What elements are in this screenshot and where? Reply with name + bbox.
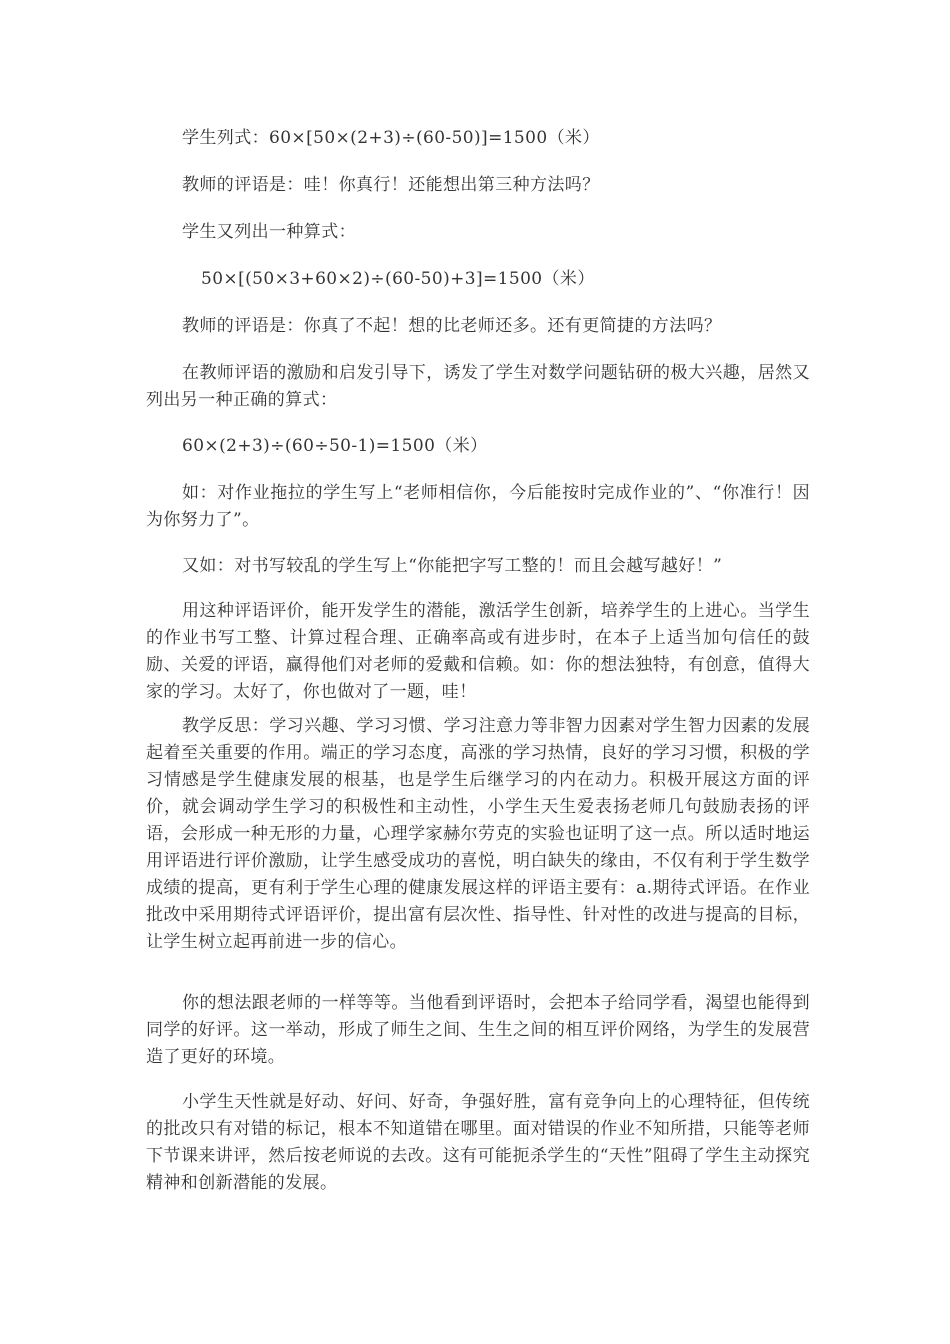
formula: 50×[(50×3+60×2)÷(60-50)+3]=1500（米） bbox=[201, 269, 595, 289]
paragraph: 学生列式：60×[50×(2+3)÷(60-50)]=1500（米） bbox=[182, 128, 600, 148]
paragraph: 在教师评语的激励和启发引导下，诱发了学生对数学问题钻研的极大兴趣，居然又列出另一种正确的算式： bbox=[146, 363, 810, 410]
paragraph: 如：对作业拖拉的学生写上“老师相信你，今后能按时完成作业的”、“你准行！因为你努力了”。 bbox=[146, 483, 810, 530]
paragraph: 教师的评语是：哇！你真行！还能想出第三种方法吗？ bbox=[182, 175, 600, 195]
paragraph: 你的想法跟老师的一样等等。当他看到评语时，会把本子给同学看，渴望也能得到同学的好评。这一举动，形成了师生之间、生生之间的相互评价网络，为学生的发展营造了更好的环境。 bbox=[146, 993, 810, 1067]
formula: 60×(2+3)÷(60÷50-1)=1500（米） bbox=[182, 436, 488, 456]
paragraph: 用这种评语评价，能开发学生的潜能，激活学生创新，培养学生的上进心。当学生的作业书写工整、计算过程合理、正确率高或有进步时，在本子上适当加句信任的鼓励、关爱的评语，赢得他们对老师的爱戴和信赖。如：你的想法独特，有创意，值得大家的学习。太好了，你也做对了一题，哇！ bbox=[146, 601, 810, 702]
paragraph: 学生又列出一种算式： bbox=[182, 222, 356, 242]
paragraph: 教师的评语是：你真了不起！想的比老师还多。还有更简捷的方法吗？ bbox=[182, 316, 722, 336]
paragraph: 又如：对书写较乱的学生写上“你能把字写工整的！而且会越写越好！” bbox=[182, 556, 723, 576]
paragraph: 教学反思：学习兴趣、学习习惯、学习注意力等非智力因素对学生智力因素的发展起着至关重要的作用。端正的学习态度，高涨的学习热情，良好的学习习惯，积极的学习情感是学生健康发展的根基，也是学生后继学习的内在动力。积极开展这方面的评价，就会调动学生学习的积极性和主动性，小学生天生爱表扬老师几句鼓励表扬的评语，会形成一种无形的力量，心理学家赫尔劳克的实验也证明了这一点。所以适时地运用评语进行评价激励，让学生感受成功的喜悦，明白缺失的缘由，不仅有利于学生数学成绩的提高，更有利于学生心理的健康发展这样的评语主要有：a.期待式评语。在作业批改中采用期待式评语评价，提出富有层次性、指导性、针对性的改进与提高的目标，让学生树立起再前进一步的信心。 bbox=[146, 716, 810, 952]
paragraph: 小学生天性就是好动、好问、好奇，争强好胜，富有竞争向上的心理特征，但传统的批改只有对错的标记，根本不知道错在哪里。面对错误的作业不知所措，只能等老师下节课来讲评，然后按老师说的去改。这有可能扼杀学生的“天性”阻碍了学生主动探究精神和创新潜能的发展。 bbox=[146, 1092, 810, 1193]
